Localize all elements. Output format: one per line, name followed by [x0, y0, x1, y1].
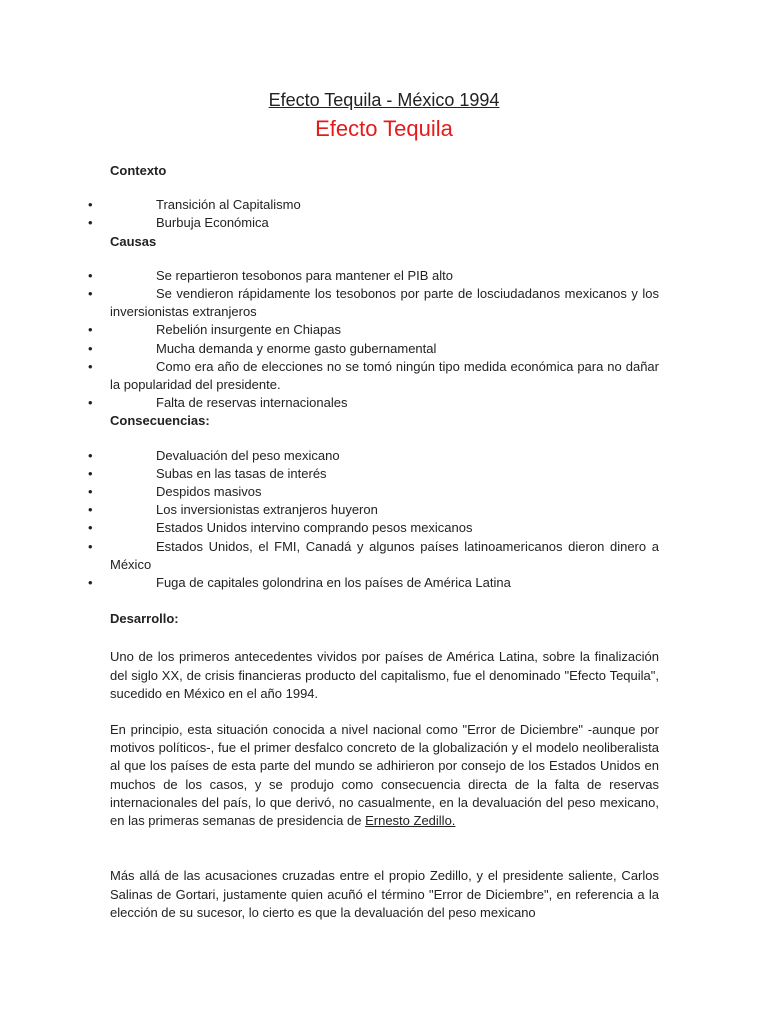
consecuencias-list — [88, 447, 659, 593]
list-item: • Los inversionistas extranjeros huyeron — [110, 501, 659, 519]
list-item: • Devaluación del peso mexicano — [110, 447, 659, 465]
bullet-icon: • — [88, 575, 93, 591]
list-item: • Mucha demanda y enorme gasto gubernamental — [110, 340, 659, 358]
bullet-icon: • — [88, 197, 93, 213]
bullet-icon: • — [88, 395, 93, 411]
bullet-icon: • — [88, 286, 93, 302]
contexto-list — [88, 196, 659, 232]
list-item: • Falta de reservas internacionales — [110, 394, 659, 412]
bullet-icon: • — [88, 520, 93, 536]
bullet-icon: • — [88, 215, 93, 231]
bullet-icon: • — [88, 447, 93, 463]
paragraph-1: Uno de los primeros antecedentes vividos por países de América Latina, sobre la finalización del siglo XX, de crisis financieras producto del capitalismo, fue el denominado "Efecto Tequila", sucedido en México en el año 1994. — [110, 649, 659, 701]
causas-list — [88, 267, 659, 413]
list-item: • Rebelión insurgente en Chiapas — [110, 321, 659, 339]
bullet-icon: • — [88, 484, 93, 500]
list-item: • Como era año de elecciones no se tomó ningún tipo medida económica para no dañar la popularidad del presidente. — [88, 358, 659, 393]
section-heading-causas: Causas — [110, 233, 157, 249]
list-item: • Estados Unidos, el FMI, Canadá y algunos países latinoamericanos dieron dinero a México — [88, 538, 659, 572]
document-subtitle: Efecto Tequila — [315, 116, 453, 141]
ernesto-zedillo-link[interactable]: Ernesto Zedillo. — [365, 813, 456, 829]
bullet-icon: • — [88, 502, 93, 518]
bullet-icon: • — [88, 340, 93, 356]
section-heading-contexto: Contexto — [110, 163, 167, 178]
list-item: • Se vendieron rápidamente los tesobonos por parte de losciudadanos mexicanos y los inversionistas extranjeros — [88, 286, 659, 320]
paragraph-2: En principio, esta situación conocida a nivel nacional como "Error de Diciembre" -aunque por motivos políticos-, fue el primer desfalco concreto de la globalización y el modelo neoliberalista al que los países de esta parte del mundo se adhirieron por consejo de los Estados Unidos en muchos de los casos, y se produjo como consecuencia directa de la falta de reservas internacionales del país, lo que derivó, no casualmente, en la devaluación del peso mexicano, en las primeras semanas de presidencia de Ernesto Zedillo. — [110, 722, 659, 829]
list-item: • Despidos masivos — [110, 483, 659, 501]
bullet-icon: • — [88, 465, 93, 481]
paragraph-3: Más allá de las acusaciones cruzadas entre el propio Zedillo, y el presidente saliente, Carlos Salinas de Gortari, justamente quien acuñó el término "Error de Diciembre", en referencia a la elección de su sucesor, lo cierto es que la devaluación del peso mexicano — [110, 868, 659, 920]
bullet-icon: • — [88, 267, 93, 283]
document-title: Efecto Tequila - México 1994 — [268, 90, 500, 110]
bullet-icon: • — [88, 322, 93, 338]
bullet-icon: • — [88, 358, 93, 374]
list-item: • Subas en las tasas de interés — [110, 465, 659, 483]
bullet-icon: • — [88, 538, 93, 554]
list-item: • Se repartieron tesobonos para mantener el PIB alto — [110, 267, 659, 285]
section-heading-desarrollo: Desarrollo: — [110, 611, 179, 627]
list-item: • Estados Unidos intervino comprando pesos mexicanos — [110, 519, 659, 537]
list-item: • Burbuja Económica — [110, 214, 659, 232]
section-heading-consecuencias: Consecuencias: — [110, 413, 210, 429]
list-item: • Fuga de capitales golondrina en los países de América Latina — [110, 574, 659, 592]
document-body — [88, 162, 659, 922]
list-item: • Transición al Capitalismo — [110, 196, 659, 214]
